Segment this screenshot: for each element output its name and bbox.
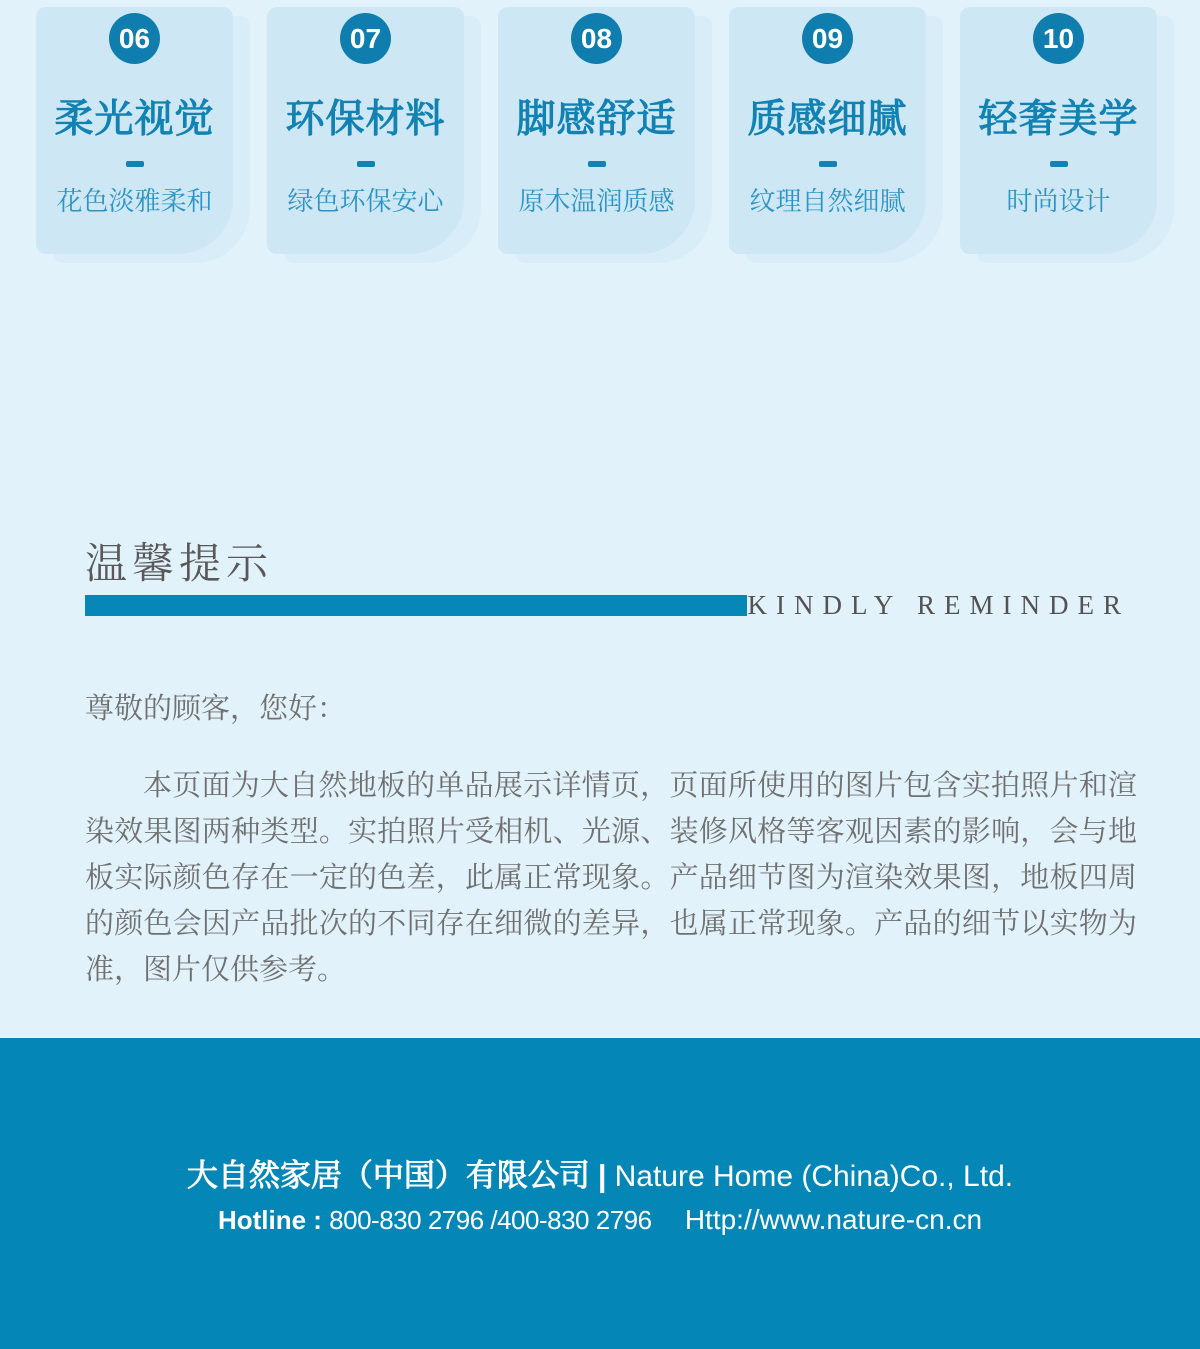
card-body [498, 7, 695, 254]
card-title: 质感细腻 [747, 98, 908, 141]
card-title: 环保材料 [285, 98, 446, 141]
card-subtitle: 绿色环保安心 [287, 186, 444, 216]
divider-dash [819, 161, 837, 167]
card-subtitle: 时尚设计 [1006, 186, 1111, 216]
card-number-badge: 10 [1033, 13, 1084, 64]
divider-dash [126, 161, 144, 167]
footer-company-name-en: Nature Home (China)Co., Ltd. [614, 1160, 1014, 1193]
reminder-heading-cn: 温馨提示 [85, 540, 274, 587]
card-subtitle: 原木温润质感 [518, 186, 675, 216]
card-number-badge: 08 [571, 13, 622, 64]
divider-dash [1050, 161, 1068, 167]
card-body [267, 7, 464, 254]
feature-card-09 [729, 7, 926, 254]
feature-cards-row [36, 7, 1157, 254]
card-body [729, 7, 926, 254]
card-body [960, 7, 1157, 254]
accent-bar [85, 595, 747, 616]
card-subtitle: 花色淡雅柔和 [56, 186, 213, 216]
divider-dash [357, 161, 375, 167]
footer-banner [0, 1038, 1200, 1349]
card-number-badge: 06 [109, 13, 160, 64]
footer-hotline-numbers: 800-830 2796 /400-830 2796 [329, 1205, 652, 1235]
card-number-badge: 07 [340, 13, 391, 64]
footer-contact-line [0, 1204, 1200, 1236]
card-body [36, 7, 233, 254]
footer-website-url: Http://www.nature-cn.cn [684, 1204, 983, 1235]
feature-card-06 [36, 7, 233, 254]
footer-company-name-cn: 大自然家居（中国）有限公司 [186, 1158, 590, 1193]
feature-card-10 [960, 7, 1157, 254]
card-title: 脚感舒适 [516, 98, 677, 141]
footer-hotline-label: Hotline : [217, 1205, 322, 1235]
divider-dash [588, 161, 606, 167]
reminder-heading-en: KINDLY REMINDER [747, 589, 1130, 620]
card-subtitle: 纹理自然细腻 [749, 186, 906, 216]
card-title: 柔光视觉 [54, 98, 215, 141]
footer-company-line [0, 1150, 1200, 1195]
reminder-title-row [85, 589, 1130, 620]
feature-card-07 [267, 7, 464, 254]
reminder-greeting: 尊敬的顾客，您好： [85, 693, 347, 725]
footer-separator: | [597, 1158, 607, 1193]
card-title: 轻奢美学 [978, 98, 1139, 141]
reminder-body-text: 本页面为大自然地板的单品展示详情页，页面所使用的图片包含实拍照片和渲染效果图两种类型。实拍照片受相机、光源、装修风格等客观因素的影响，会与地板实际颜色存在一定的色差，此属正常现象。产品细节图为渲染效果图，地板四周的颜色会因产品批次的不同存在细微的差异，也属正常现象。产品的细节以实物为准，图片仅供参考。 [85, 770, 1137, 986]
card-number-badge: 09 [802, 13, 853, 64]
feature-card-08 [498, 7, 695, 254]
